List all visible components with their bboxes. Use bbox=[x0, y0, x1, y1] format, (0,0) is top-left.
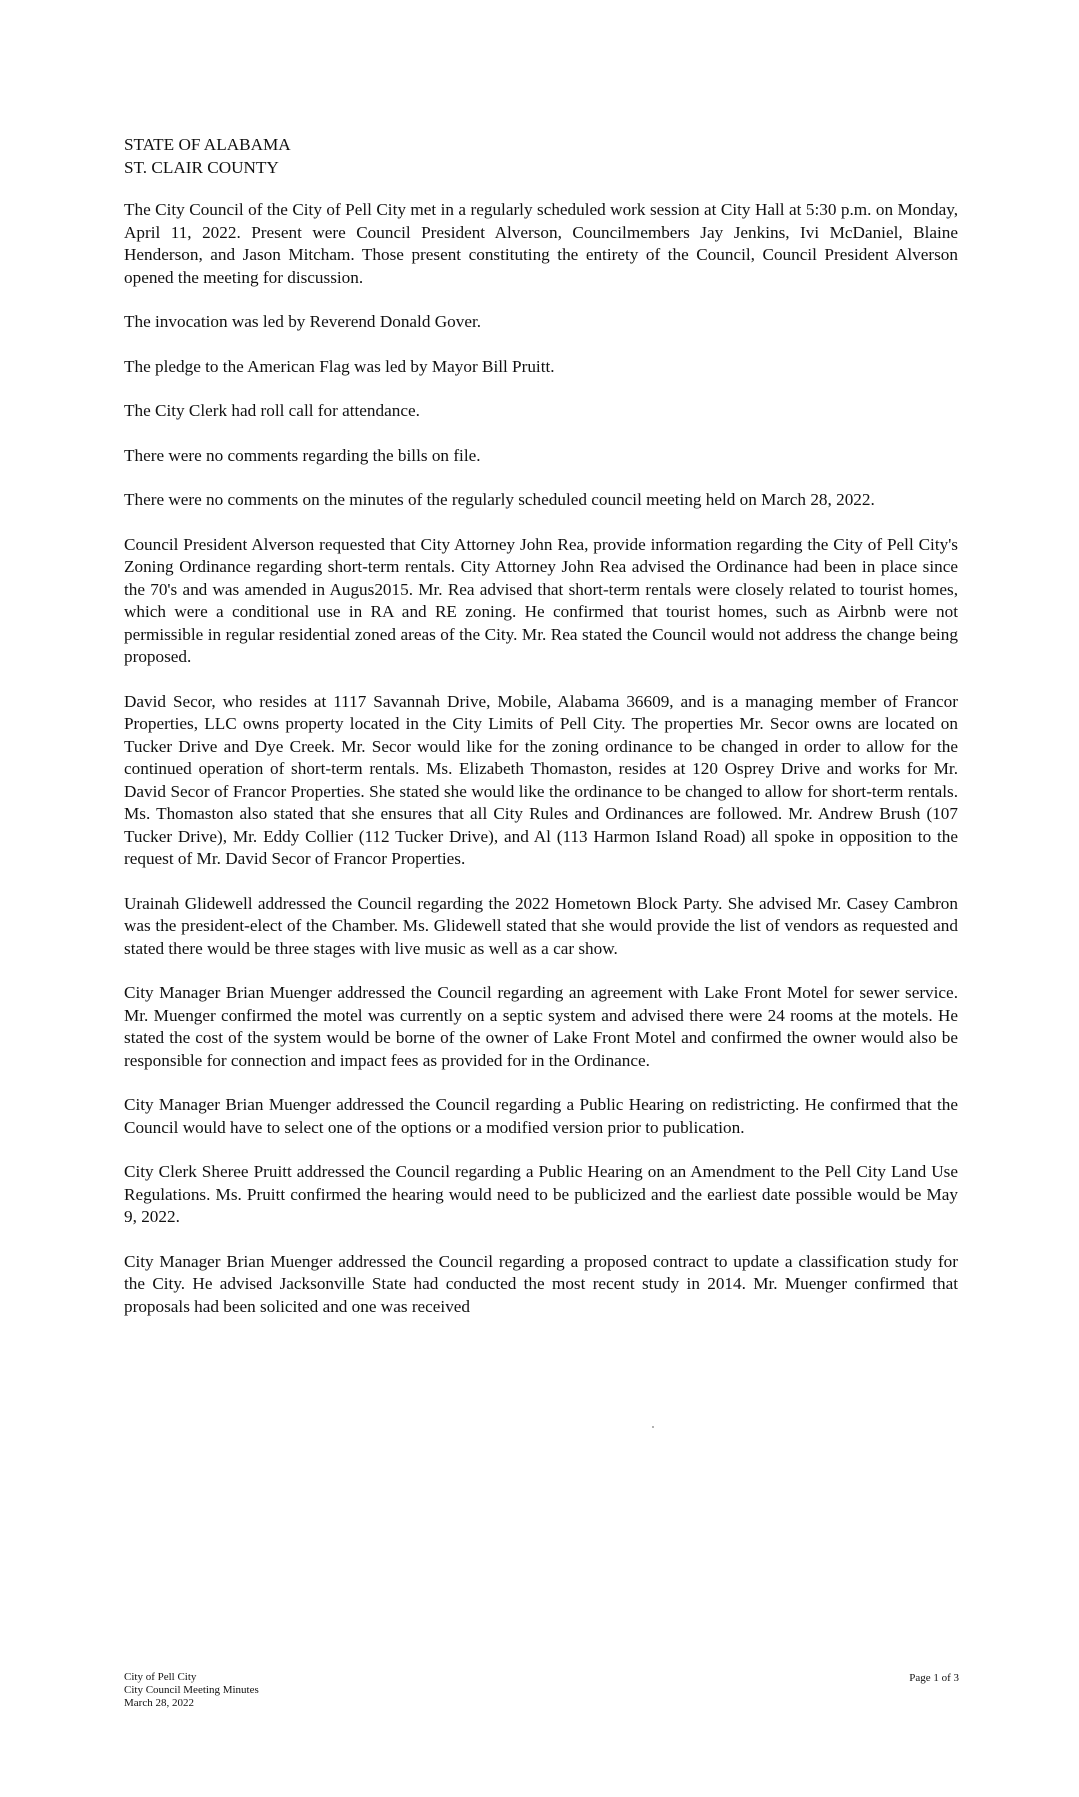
state-heading: STATE OF ALABAMA bbox=[124, 135, 291, 154]
footer-city: City of Pell City bbox=[124, 1671, 197, 1683]
footer-info bbox=[124, 1671, 259, 1710]
county-heading: ST. CLAIR COUNTY bbox=[124, 157, 279, 177]
paragraph-meeting-opening: The City Council of the City of Pell City met in a regularly scheduled work session at City Hall at 5:30 p.m. on Monday, April 11, 2022. Present were Council President Alverson, Councilmembers Jay Jenkins, Ivi McDaniel, Blaine Henderson, and Jason Mitcham. Those present constituting the entirety of the Council, Council President Alverson opened the meeting for discussion. bbox=[124, 200, 958, 287]
paragraph-invocation: The invocation was led by Reverend Donald Gover. bbox=[124, 312, 482, 331]
paragraph-bills: There were no comments regarding the bills on file. bbox=[124, 445, 481, 465]
paragraph-roll-call: The City Clerk had roll call for attendance. bbox=[124, 401, 420, 420]
paragraph-minutes: There were no comments on the minutes of the regularly scheduled council meeting held on March 28, 2022. bbox=[124, 490, 875, 509]
paragraph-redistricting: City Manager Brian Muenger addressed the Council regarding a Public Hearing on redistricting. He confirmed that the Council would have to select one of the options or a modified version prior to publication. bbox=[124, 1095, 958, 1137]
footer-document-type: City Council Meeting Minutes bbox=[124, 1684, 259, 1696]
paragraph-sewer-service: City Manager Brian Muenger addressed the Council regarding an agreement with Lake Front Motel for sewer service. Mr. Muenger confirmed the motel was currently on a septic system and advised there were 24 rooms at the motels. He stated the cost of the system would be borne of the owner of Lake Front Motel and confirmed the owner would also be responsible for connection and impact fees as provided for in the Ordinance. bbox=[124, 983, 958, 1070]
paragraph-pledge: The pledge to the American Flag was led by Mayor Bill Pruitt. bbox=[124, 356, 555, 376]
paragraph-short-term-rentals: David Secor, who resides at 1117 Savannah Drive, Mobile, Alabama 36609, and is a managing member of Francor Properties, LLC owns property located in the City Limits of Pell City. The properties Mr. Secor owns are located on Tucker Drive and Dye Creek. Mr. Secor would like for the zoning ordinance to be changed in order to allow for the continued operation of short-term rentals. Ms. Elizabeth Thomaston, resides at 120 Osprey Drive and works for Mr. David Secor of Francor Properties. She stated she would like the ordinance to be changed to allow for short-term rentals. Ms. Thomaston also stated that she ensures that all City Rules and Ordinances are followed. Mr. Andrew Brush (107 Tucker Drive), Mr. Eddy Collier (112 Tucker Drive), and Al (113 Harmon Island Road) all spoke in opposition to the request of Mr. David Secor of Francor Properties. bbox=[124, 691, 958, 868]
page-number: Page 1 of 3 bbox=[909, 1672, 959, 1684]
paragraph-block-party: Urainah Glidewell addressed the Council regarding the 2022 Hometown Block Party. She advised Mr. Casey Cambron was the president-elect of the Chamber. Ms. Glidewell stated that she would provide the list of vendors as requested and stated there would be three stages with live music as well as a car show. bbox=[124, 893, 958, 958]
paragraph-classification-study: City Manager Brian Muenger addressed the Council regarding a proposed contract to update a classification study for the City. He advised Jacksonville State had conducted the most recent study in 2014. Mr. Muenger confirmed that proposals had been solicited and one was received bbox=[124, 1251, 958, 1316]
paragraph-zoning-ordinance: Council President Alverson requested that City Attorney John Rea, provide information regarding the City of Pell City's Zoning Ordinance regarding short-term rentals. City Attorney John Rea advised the Ordinance had been in place since the 70's and was amended in Augus2015. Mr. Rea advised that short-term rentals were closely related to tourist homes, which were a conditional use in RA and RE zoning. He confirmed that tourist homes, such as Airbnb were not permissible in regular residential zoned areas of the City. Mr. Rea stated the Council would not address the change being proposed. bbox=[124, 534, 958, 666]
scan-speck bbox=[652, 1426, 654, 1428]
paragraph-land-use: City Clerk Sheree Pruitt addressed the Council regarding a Public Hearing on an Amendment to the Pell City Land Use Regulations. Ms. Pruitt confirmed the hearing would need to be publicized and the earliest date possible would be May 9, 2022. bbox=[124, 1162, 958, 1226]
minutes-body bbox=[124, 134, 958, 1340]
document-heading bbox=[124, 134, 958, 179]
footer-date: March 28, 2022 bbox=[124, 1697, 194, 1709]
